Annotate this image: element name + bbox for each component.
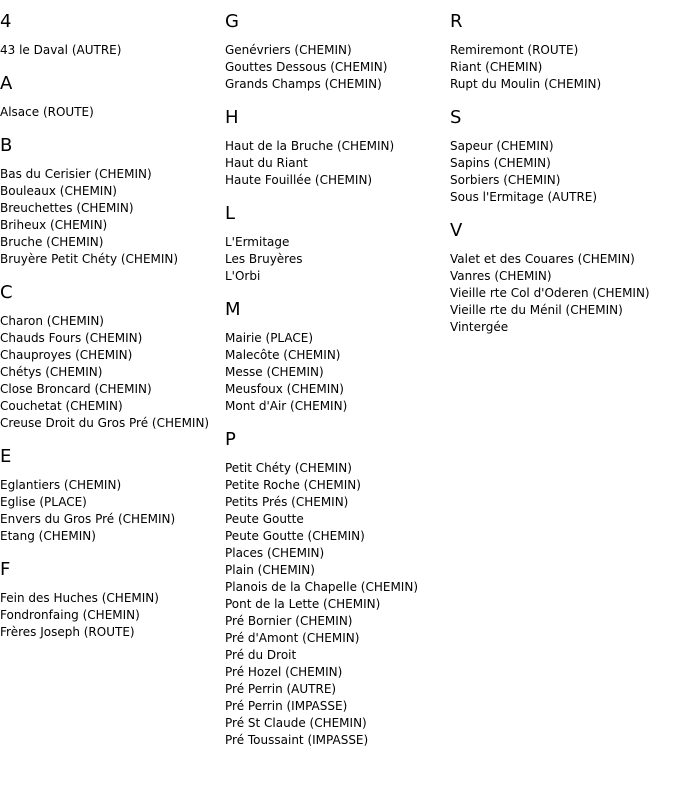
street-name: Pré Bornier (CHEMIN) (225, 614, 353, 628)
street-list (225, 451, 450, 749)
street-name: Pré Perrin (IMPASSE) (225, 699, 348, 713)
letter-group (0, 268, 225, 432)
street-list (225, 321, 450, 415)
letter-group (0, 59, 225, 121)
street-name: Frères Joseph (ROUTE) (0, 625, 135, 639)
street-name: Bas du Cerisier (CHEMIN) (0, 167, 152, 181)
street-name: Chauds Fours (CHEMIN) (0, 331, 143, 345)
street-name: L'Orbi (225, 269, 261, 283)
street-name: Bouleaux (CHEMIN) (0, 184, 117, 198)
section-letter-heading: 4 (0, 11, 12, 32)
letter-group (450, 206, 675, 336)
street-name: Bruyère Petit Chéty (CHEMIN) (0, 252, 179, 266)
street-name: Pré Perrin (AUTRE) (225, 682, 337, 696)
street-name: Briheux (CHEMIN) (0, 218, 108, 232)
street-name: Peute Goutte (CHEMIN) (225, 529, 365, 543)
street-name: Close Broncard (CHEMIN) (0, 382, 152, 396)
street-name: Les Bruyères (225, 252, 303, 266)
street-name: Vanres (CHEMIN) (450, 269, 552, 283)
street-name: Valet et des Couares (CHEMIN) (450, 252, 635, 266)
letter-group (225, 285, 450, 415)
letter-group (0, 545, 225, 641)
section-letter-heading: R (450, 11, 463, 32)
section-letter-heading: L (225, 203, 236, 224)
street-name: Rupt du Moulin (CHEMIN) (450, 77, 602, 91)
street-name: Riant (CHEMIN) (450, 60, 543, 74)
street-name: Etang (CHEMIN) (0, 529, 96, 543)
street-name: Sapeur (CHEMIN) (450, 139, 554, 153)
street-name: Pré d'Amont (CHEMIN) (225, 631, 360, 645)
street-list (0, 157, 225, 268)
street-name: L'Ermitage (225, 235, 290, 249)
street-name: Places (CHEMIN) (225, 546, 325, 560)
street-name: Eglise (PLACE) (0, 495, 87, 509)
street-list (0, 581, 225, 641)
street-name: Creuse Droit du Gros Pré (CHEMIN) (0, 416, 210, 430)
street-name: Messe (CHEMIN) (225, 365, 324, 379)
street-list (0, 95, 225, 121)
street-list (225, 129, 450, 189)
index-column-3 (450, 0, 675, 336)
section-letter-heading: H (225, 107, 239, 128)
street-name: Petits Prés (CHEMIN) (225, 495, 349, 509)
street-name: Chauproyes (CHEMIN) (0, 348, 133, 362)
street-name: Grands Champs (CHEMIN) (225, 77, 382, 91)
street-name: Sapins (CHEMIN) (450, 156, 551, 170)
street-name: Plain (CHEMIN) (225, 563, 315, 577)
street-name: Malecôte (CHEMIN) (225, 348, 341, 362)
street-name: Vieille rte Col d'Oderen (CHEMIN) (450, 286, 650, 300)
section-letter-heading: P (225, 429, 236, 450)
section-letter-heading: E (0, 446, 12, 467)
street-name: Haute Fouillée (CHEMIN) (225, 173, 373, 187)
index-column-1 (0, 0, 225, 641)
street-name: Fein des Huches (CHEMIN) (0, 591, 159, 605)
street-name: Pont de la Lette (CHEMIN) (225, 597, 381, 611)
letter-group (0, 432, 225, 545)
street-name: 43 le Daval (AUTRE) (0, 43, 122, 57)
street-name: Haut de la Bruche (CHEMIN) (225, 139, 395, 153)
street-name: Pré du Droit (225, 648, 297, 662)
street-list (0, 304, 225, 432)
street-list (225, 33, 450, 93)
street-name: Chétys (CHEMIN) (0, 365, 103, 379)
street-name: Pré St Claude (CHEMIN) (225, 716, 367, 730)
section-letter-heading: F (0, 559, 11, 580)
street-name: Remiremont (ROUTE) (450, 43, 579, 57)
street-list (225, 225, 450, 285)
section-letter-heading: V (450, 220, 463, 241)
letter-group (450, 0, 675, 93)
street-list (0, 33, 225, 59)
street-name: Breuchettes (CHEMIN) (0, 201, 134, 215)
street-name: Mont d'Air (CHEMIN) (225, 399, 348, 413)
street-name: Alsace (ROUTE) (0, 105, 94, 119)
letter-group (0, 121, 225, 268)
street-name: Planois de la Chapelle (CHEMIN) (225, 580, 419, 594)
street-name: Sorbiers (CHEMIN) (450, 173, 561, 187)
street-name: Vieille rte du Ménil (CHEMIN) (450, 303, 623, 317)
street-name: Fondronfaing (CHEMIN) (0, 608, 140, 622)
street-name: Eglantiers (CHEMIN) (0, 478, 122, 492)
street-name: Couchetat (CHEMIN) (0, 399, 123, 413)
street-name: Meusfoux (CHEMIN) (225, 382, 344, 396)
street-name: Mairie (PLACE) (225, 331, 314, 345)
street-name: Sous l'Ermitage (AUTRE) (450, 190, 598, 204)
street-list (450, 33, 675, 93)
section-letter-heading: C (0, 282, 13, 303)
section-letter-heading: S (450, 107, 462, 128)
street-name: Genévriers (CHEMIN) (225, 43, 352, 57)
letter-group (0, 0, 225, 59)
street-name: Envers du Gros Pré (CHEMIN) (0, 512, 176, 526)
street-name: Charon (CHEMIN) (0, 314, 104, 328)
street-list (0, 468, 225, 545)
street-name: Vintergée (450, 320, 509, 334)
section-letter-heading: G (225, 11, 239, 32)
street-list (450, 129, 675, 206)
street-name: Bruche (CHEMIN) (0, 235, 104, 249)
street-name: Pré Toussaint (IMPASSE) (225, 733, 369, 747)
section-letter-heading: M (225, 299, 241, 320)
street-name: Peute Goutte (225, 512, 304, 526)
section-letter-heading: B (0, 135, 13, 156)
street-name: Haut du Riant (225, 156, 308, 170)
letter-group (225, 93, 450, 189)
street-list (450, 242, 675, 336)
letter-group (225, 0, 450, 93)
letter-group (450, 93, 675, 206)
section-letter-heading: A (0, 73, 13, 94)
street-name: Petit Chéty (CHEMIN) (225, 461, 352, 475)
street-name: Pré Hozel (CHEMIN) (225, 665, 343, 679)
street-name: Gouttes Dessous (CHEMIN) (225, 60, 388, 74)
letter-group (225, 415, 450, 749)
index-column-2 (225, 0, 450, 749)
street-name: Petite Roche (CHEMIN) (225, 478, 361, 492)
letter-group (225, 189, 450, 285)
